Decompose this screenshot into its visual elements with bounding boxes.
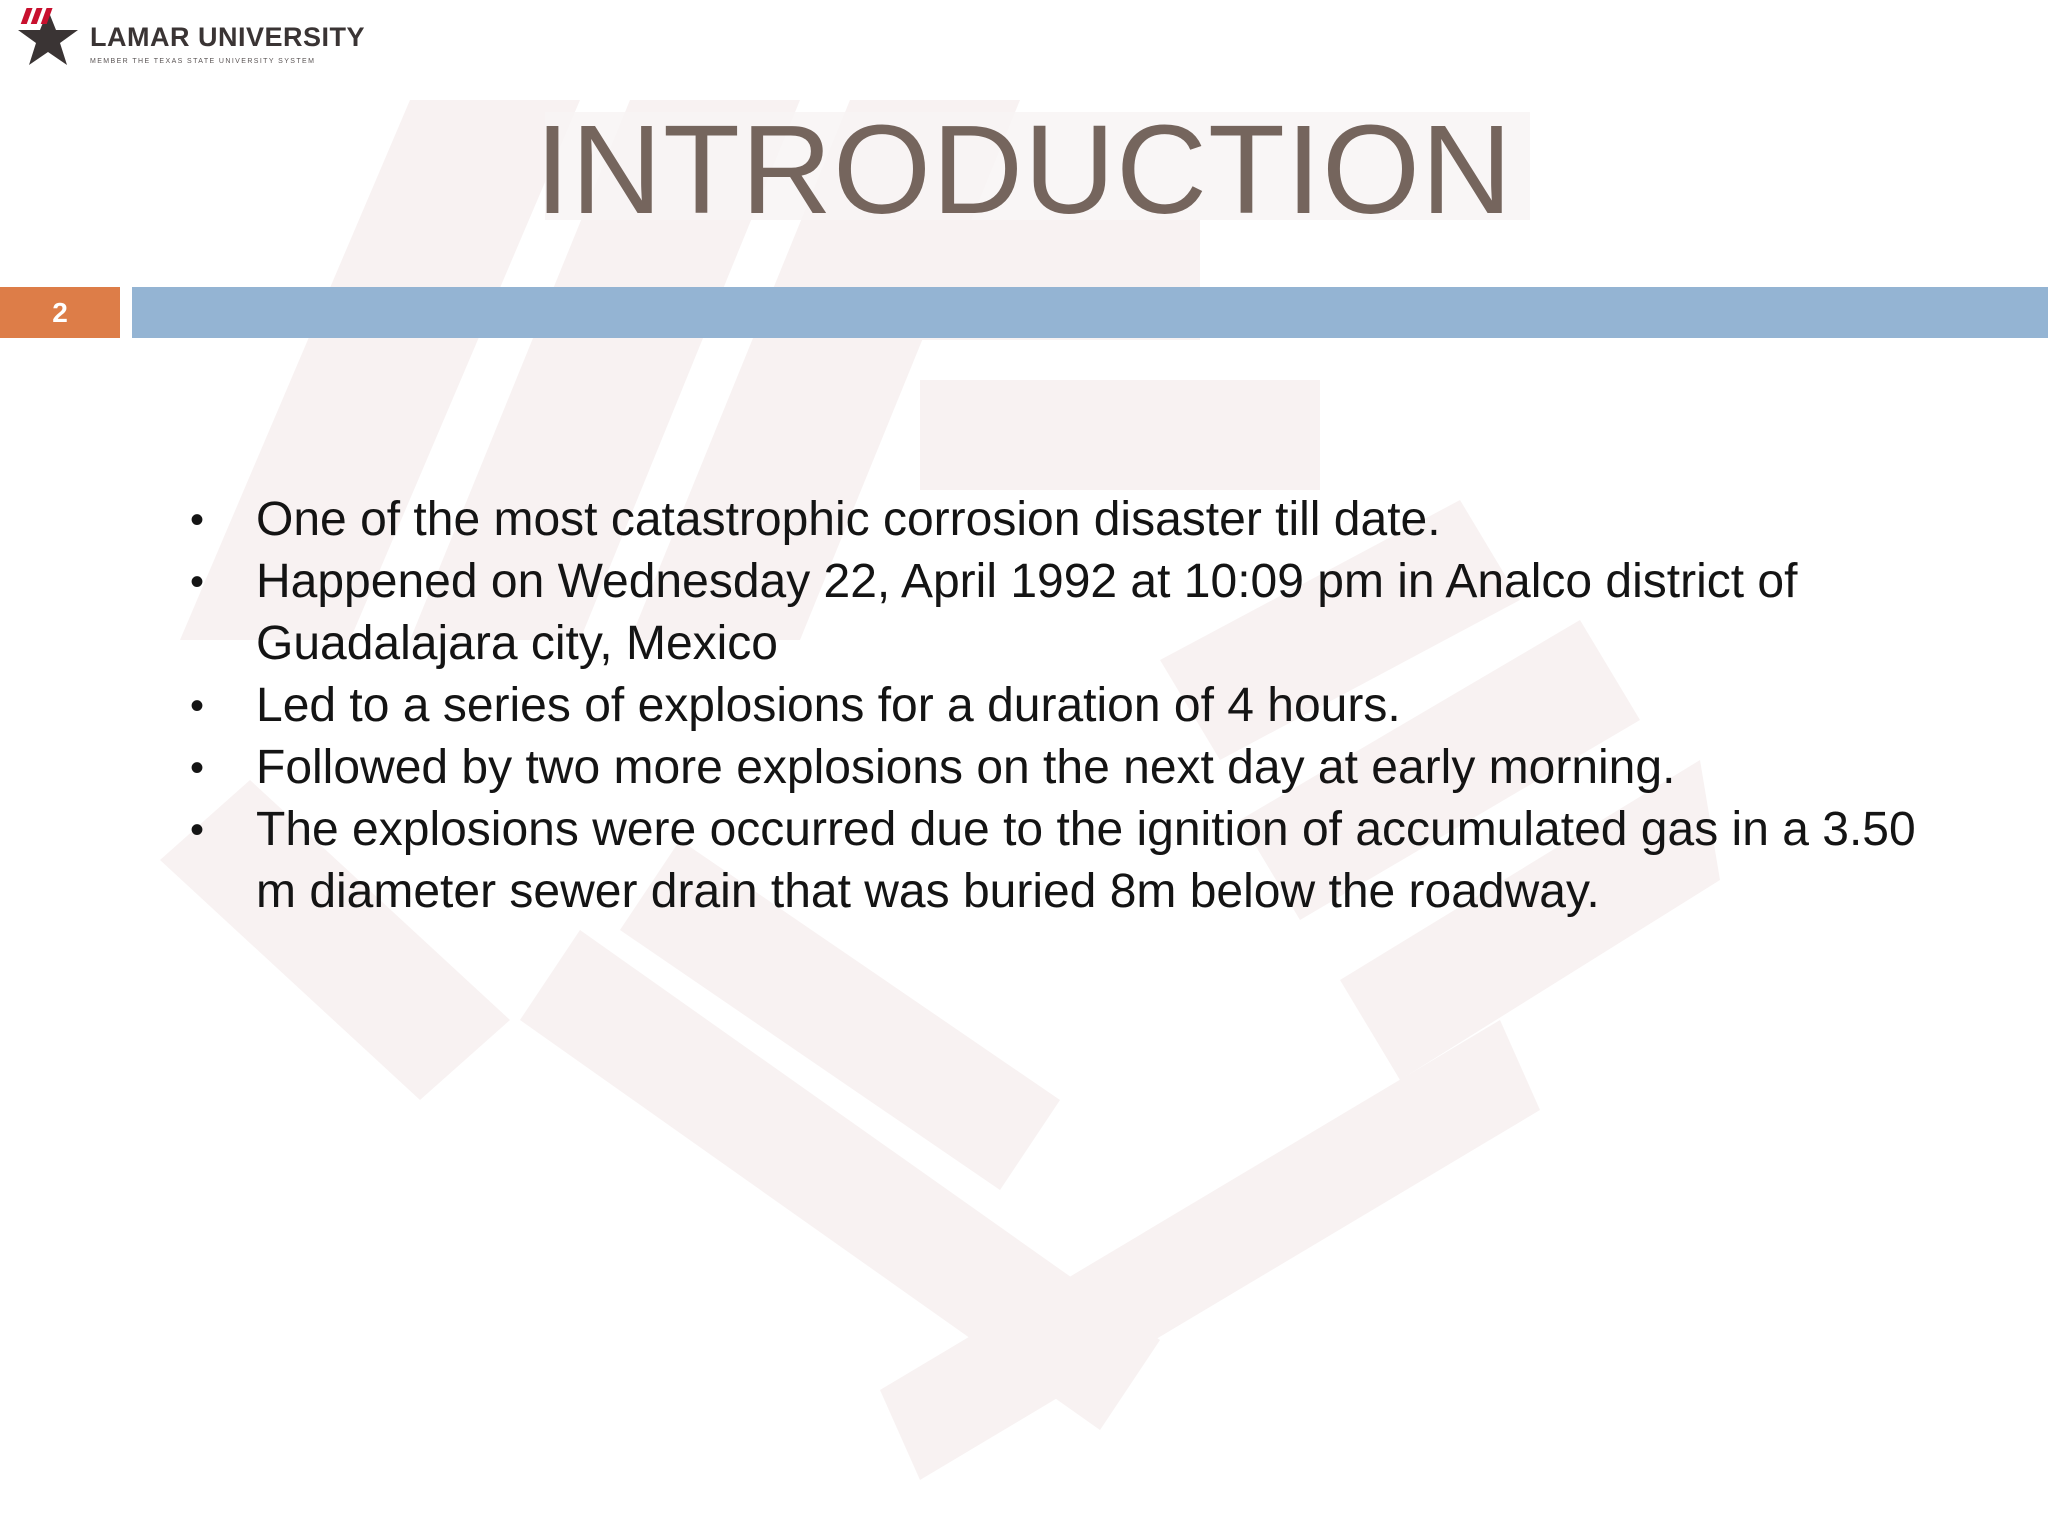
bullet-item [190, 799, 1950, 923]
university-logo [14, 4, 366, 76]
slide-title: INTRODUCTION [535, 99, 1513, 240]
star-logo-icon [14, 4, 82, 72]
bullet-icon: • [190, 746, 205, 790]
page-number: 2 [52, 297, 68, 328]
bullet-item [190, 675, 1950, 737]
bullet-icon: • [190, 560, 205, 604]
university-tagline: MEMBER THE TEXAS STATE UNIVERSITY SYSTEM [90, 58, 316, 65]
bullet-item [190, 489, 1950, 551]
bullet-icon: • [190, 808, 205, 852]
bullet-text: Led to a series of explosions for a duration of 4 hours. [256, 679, 1401, 732]
bullet-text: Happened on Wednesday 22, April 1992 at 10:09 pm in Analco district of Guadalajara city, Mexico [256, 555, 1798, 670]
bullet-text: The explosions were occurred due to the ignition of accumulated gas in a 3.50 m diameter sewer drain that was buried 8m below the roadway. [256, 803, 1916, 918]
university-name: LAMAR UNIVERSITY [90, 22, 366, 52]
bullet-text: Followed by two more explosions on the next day at early morning. [256, 741, 1676, 794]
bullet-icon: • [190, 498, 205, 542]
header-bar [132, 287, 2048, 338]
bullet-text: One of the most catastrophic corrosion disaster till date. [256, 493, 1441, 546]
bullet-icon: • [190, 684, 205, 728]
bullet-list [190, 489, 1950, 923]
bullet-item [190, 737, 1950, 799]
bullet-item [190, 551, 1950, 675]
